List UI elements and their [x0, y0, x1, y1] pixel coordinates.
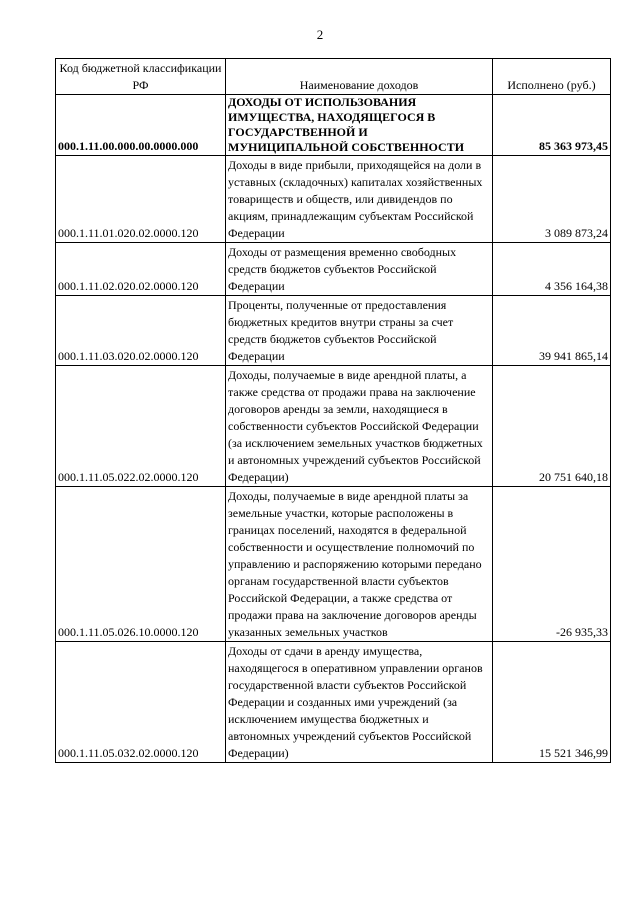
row-name: Доходы в виде прибыли, приходящейся на доли в уставных (складочных) капиталах хозяйственных товариществ и обществ, или дивидендов по акциям, принадлежащим субъектам Российской Федерации [226, 156, 493, 243]
row-amount: 3 089 873,24 [493, 156, 611, 243]
row-amount: 4 356 164,38 [493, 243, 611, 296]
row-code: 000.1.11.05.026.10.0000.120 [56, 487, 226, 642]
row-code: 000.1.11.05.022.02.0000.120 [56, 366, 226, 487]
row-code: 000.1.11.02.020.02.0000.120 [56, 243, 226, 296]
table-row-section-total [56, 95, 611, 156]
row-amount: 39 941 865,14 [493, 296, 611, 366]
row-name: Доходы от сдачи в аренду имущества, находящегося в оперативном управлении органов государственной власти субъектов Российской Федерации и созданных ими учреждений (за исключением имущества бюджетных и автономных учреждений субъектов Российской Федерации) [226, 642, 493, 763]
row-name: ДОХОДЫ ОТ ИСПОЛЬЗОВАНИЯ ИМУЩЕСТВА, НАХОДЯЩЕГОСЯ В ГОСУДАРСТВЕННОЙ И МУНИЦИПАЛЬНОЙ СОБСТВЕННОСТИ [226, 95, 493, 156]
row-name: Проценты, полученные от предоставления бюджетных кредитов внутри страны за счет средств бюджетов субъектов Российской Федерации [226, 296, 493, 366]
row-code: 000.1.11.00.000.00.0000.000 [56, 95, 226, 156]
page-number: 2 [316, 27, 324, 42]
table-row [56, 487, 611, 642]
row-name: Доходы, получаемые в виде арендной платы, а также средства от продажи права на заключение договоров аренды за земли, находящиеся в собственности субъектов Российской Федерации (за исключением земельных участков бюджетных и автономных учреждений субъектов Российской Федерации) [226, 366, 493, 487]
row-name: Доходы от размещения временно свободных средств бюджетов субъектов Российской Федерации [226, 243, 493, 296]
row-code: 000.1.11.03.020.02.0000.120 [56, 296, 226, 366]
table-header-row [56, 59, 611, 95]
table-row [56, 642, 611, 763]
header-amount: Исполнено (руб.) [493, 59, 611, 95]
row-code: 000.1.11.01.020.02.0000.120 [56, 156, 226, 243]
row-code: 000.1.11.05.032.02.0000.120 [56, 642, 226, 763]
table-row [56, 296, 611, 366]
table-row [56, 243, 611, 296]
header-code: Код бюджетной классификации РФ [56, 59, 226, 95]
table-row [56, 366, 611, 487]
row-name: Доходы, получаемые в виде арендной платы за земельные участки, которые расположены в границах поселений, находятся в федеральной собственности и осуществление полномочий по управлению и распоряжению которыми передано органам государственной власти субъектов Российской Федерации, а также средства от продажи права на заключение договоров аренды указанных земельных участков [226, 487, 493, 642]
revenue-table [55, 58, 611, 763]
table-row [56, 156, 611, 243]
row-amount: 20 751 640,18 [493, 366, 611, 487]
row-amount: -26 935,33 [493, 487, 611, 642]
row-amount: 15 521 346,99 [493, 642, 611, 763]
row-amount: 85 363 973,45 [493, 95, 611, 156]
header-name: Наименование доходов [226, 59, 493, 95]
